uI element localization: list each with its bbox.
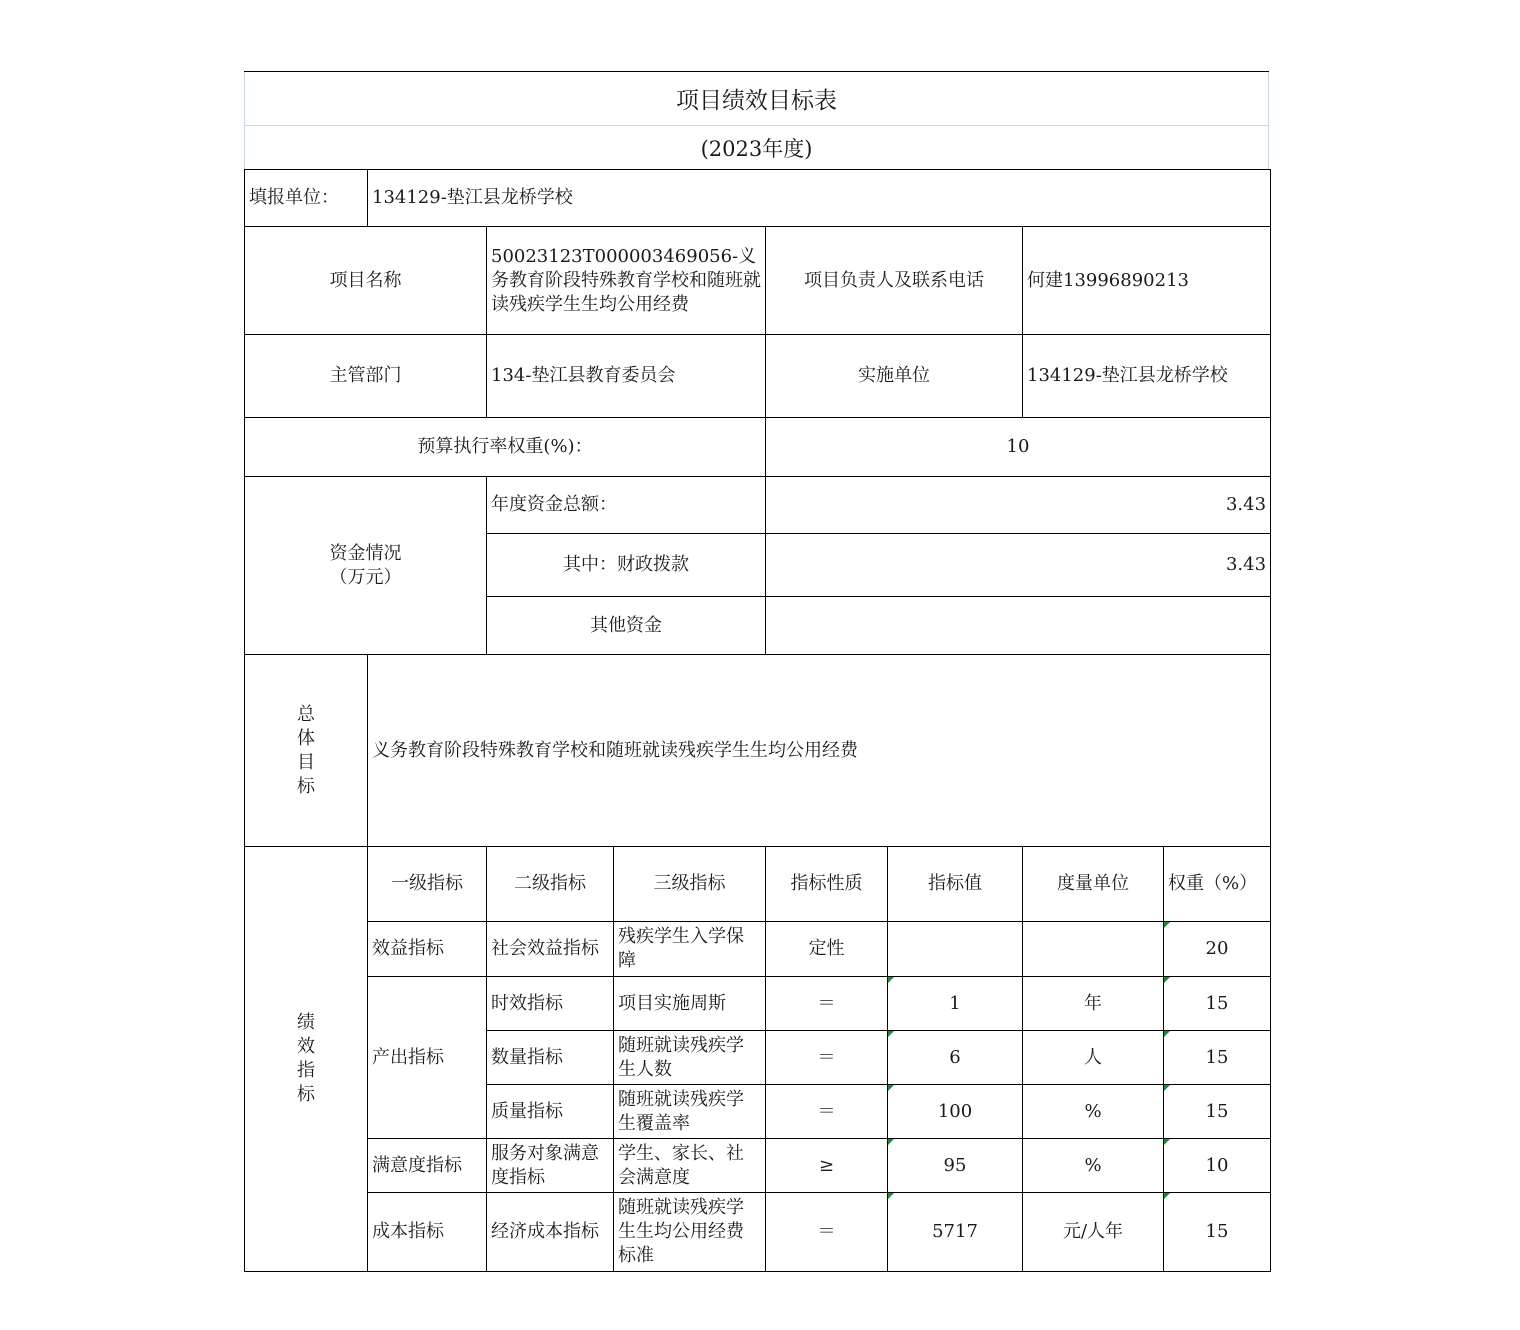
perf-label: 绩 效 指 标 <box>245 847 368 1272</box>
row-weight: 15 <box>1164 1193 1271 1272</box>
goal-label: 总 体 目 标 <box>245 655 368 847</box>
page-title: 项目绩效目标表 <box>244 72 1269 126</box>
row-weight: 15 <box>1164 1085 1271 1139</box>
row-value: 100 <box>888 1085 1023 1139</box>
budget-weight-value: 10 <box>766 418 1271 477</box>
row-value: 95 <box>888 1139 1023 1193</box>
row-l2: 社会效益指标 <box>487 922 614 977</box>
unit-label: 填报单位： <box>245 170 368 227</box>
row-l3: 学生、家长、社会满意度 <box>614 1139 766 1193</box>
impl-label: 实施单位 <box>766 335 1023 418</box>
header-nature: 指标性质 <box>766 847 888 922</box>
row-nature: ＝ <box>766 977 888 1031</box>
table-row <box>245 922 1271 977</box>
row-value: 6 <box>888 1031 1023 1085</box>
manager-label: 项目负责人及联系电话 <box>766 227 1023 335</box>
budget-weight-label: 预算执行率权重(%)： <box>245 418 766 477</box>
row-unit: 元/人年 <box>1023 1193 1164 1272</box>
row-unit: % <box>1023 1139 1164 1193</box>
table-row <box>245 1193 1271 1272</box>
header-l1: 一级指标 <box>368 847 487 922</box>
row-value <box>888 922 1023 977</box>
table-row <box>245 977 1271 1031</box>
header-value: 指标值 <box>888 847 1023 922</box>
unit-value: 134129-垫江县龙桥学校 <box>368 170 1271 227</box>
row-l2: 经济成本指标 <box>487 1193 614 1272</box>
row-l3: 项目实施周斯 <box>614 977 766 1031</box>
funds-label: 资金情况 （万元） <box>245 477 487 655</box>
funds-other-label: 其他资金 <box>487 597 766 655</box>
row-l3: 随班就读残疾学生生均公用经费标准 <box>614 1193 766 1272</box>
year-subtitle: (2023年度) <box>244 126 1269 169</box>
header-l2: 二级指标 <box>487 847 614 922</box>
row-l1: 效益指标 <box>368 922 487 977</box>
row-value: 5717 <box>888 1193 1023 1272</box>
funds-fiscal-value: 3.43 <box>766 534 1271 597</box>
row-l2: 质量指标 <box>487 1085 614 1139</box>
project-name-label: 项目名称 <box>245 227 487 335</box>
row-nature: ＝ <box>766 1085 888 1139</box>
dept-value: 134-垫江县教育委员会 <box>487 335 766 418</box>
project-name-value: 50023123T000003469056-义务教育阶段特殊教育学校和随班就读残疾学生生均公用经费 <box>487 227 766 335</box>
header-weight: 权重（%） <box>1164 847 1271 922</box>
row-l1: 满意度指标 <box>368 1139 487 1193</box>
funds-fiscal-label: 其中：财政拨款 <box>487 534 766 597</box>
goal-value: 义务教育阶段特殊教育学校和随班就读残疾学生生均公用经费 <box>368 655 1271 847</box>
dept-label: 主管部门 <box>245 335 487 418</box>
funds-total-label: 年度资金总额： <box>487 477 766 534</box>
row-weight: 15 <box>1164 1031 1271 1085</box>
row-l3: 随班就读残疾学生覆盖率 <box>614 1085 766 1139</box>
row-nature: ＝ <box>766 1193 888 1272</box>
impl-value: 134129-垫江县龙桥学校 <box>1023 335 1271 418</box>
row-unit <box>1023 922 1164 977</box>
row-weight: 20 <box>1164 922 1271 977</box>
row-l1: 成本指标 <box>368 1193 487 1272</box>
funds-other-value <box>766 597 1271 655</box>
row-nature: ＝ <box>766 1031 888 1085</box>
row-l2: 数量指标 <box>487 1031 614 1085</box>
row-value: 1 <box>888 977 1023 1031</box>
row-nature: ≥ <box>766 1139 888 1193</box>
row-weight: 10 <box>1164 1139 1271 1193</box>
row-nature: 定性 <box>766 922 888 977</box>
row-l3: 随班就读残疾学生人数 <box>614 1031 766 1085</box>
header-unit: 度量单位 <box>1023 847 1164 922</box>
row-unit: 年 <box>1023 977 1164 1031</box>
funds-total-value: 3.43 <box>766 477 1271 534</box>
row-l2: 服务对象满意度指标 <box>487 1139 614 1193</box>
header-l3: 三级指标 <box>614 847 766 922</box>
row-l2: 时效指标 <box>487 977 614 1031</box>
row-unit: 人 <box>1023 1031 1164 1085</box>
row-l3: 残疾学生入学保障 <box>614 922 766 977</box>
table-row <box>245 1139 1271 1193</box>
manager-value: 何建13996890213 <box>1023 227 1271 335</box>
row-weight: 15 <box>1164 977 1271 1031</box>
row-l1: 产出指标 <box>368 977 487 1139</box>
performance-table <box>244 169 1271 1272</box>
row-unit: % <box>1023 1085 1164 1139</box>
